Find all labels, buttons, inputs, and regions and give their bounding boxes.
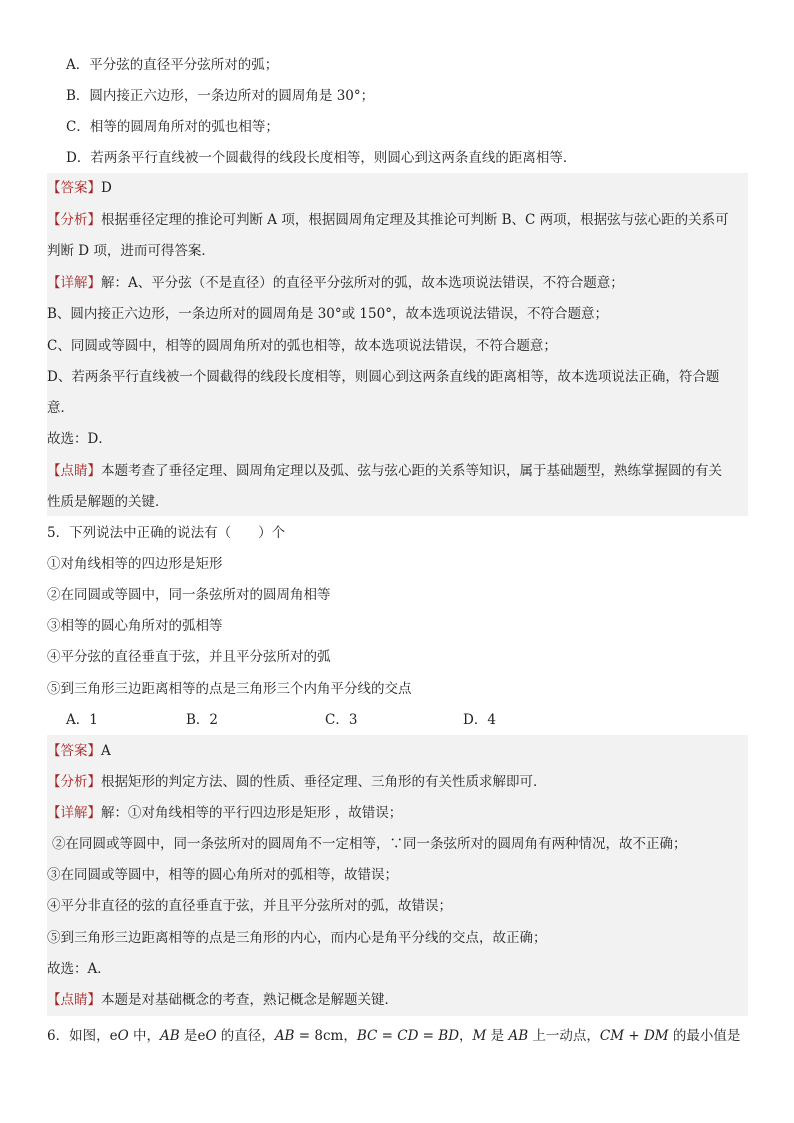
q4-detail-line4: D、若两条平行直线被一个圆截得的线段长度相等，则圆心到这两条直线的距离相等，故本选项说法正确，符合题	[47, 369, 720, 385]
q4-option-c: C．相等的圆周角所对的弧也相等；	[66, 119, 279, 135]
answer-tag: 【答案】	[47, 743, 101, 759]
q5-statement-4: ④平分弦的直径垂直于弦，并且平分弦所对的弧	[47, 649, 331, 665]
q5-detail-line3: ③在同圆或等圆中，相等的圆心角所对的弧相等，故错误；	[47, 867, 398, 883]
q6-text-6: ，	[459, 1028, 473, 1044]
q4-detail-line5: 意．	[47, 400, 74, 416]
q6-text-2: 中，	[128, 1028, 160, 1044]
circle-symbol: e	[197, 1028, 206, 1044]
analysis-text: 根据垂径定理的推论可判断 A 项，根据圆周角定理及其推论可判断 B、C 两项，根据弦与弦心距的关系可	[101, 212, 729, 228]
analysis-text: 根据矩形的判定方法、圆的性质、垂径定理、三角形的有关性质求解即可．	[101, 774, 547, 790]
q5-comment	[47, 990, 398, 1010]
q5-detail-line5: ⑤到三角形三边距离相等的点是三角形的内心，而内心是角平分线的交点，故正确；	[47, 930, 547, 946]
q6-text-7: 是	[486, 1028, 509, 1044]
detail-text: 解：A、平分弦（不是直径）的直径平分弦所对的弧，故本选项说法错误，不符合题意；	[101, 275, 624, 291]
q5-option-b: B．2	[186, 712, 219, 728]
q4-option-a: A．平分弦的直径平分弦所对的弧；	[66, 57, 279, 73]
point-m: M	[472, 1028, 487, 1044]
q4-analysis-line2: 判断 D 项，进而可得答案．	[47, 243, 215, 259]
circle-symbol: e	[109, 1028, 118, 1044]
q4-detail-line1	[47, 273, 624, 293]
comment-tag: 【点睛】	[47, 463, 101, 479]
q6-text-3: 是	[179, 1028, 198, 1044]
expression-cm-dm: CM + DM	[599, 1028, 669, 1044]
q6-text-4: 的直径，	[216, 1028, 275, 1044]
q5-option-a: A．1	[66, 712, 98, 728]
q4-comment-line1	[47, 461, 722, 481]
q4-analysis-line1	[47, 210, 729, 230]
segment-ab: AB	[274, 1028, 295, 1044]
q6-text-8: 上一动点，	[528, 1028, 600, 1044]
q5-statement-5: ⑤到三角形三边距离相等的点是三角形三个内角平分线的交点	[47, 681, 412, 697]
q6-text-9: 的最小值是	[668, 1028, 741, 1044]
q5-detail-line2: ②在同圆或等圆中，同一条弦所对的圆周角不一定相等，∵同一条弦所对的圆周角有两种情况，故不正确；	[52, 836, 687, 852]
q5-detail-line4: ④平分非直径的弦的直径垂直于弦，并且平分弦所对的弧，故错误；	[47, 898, 452, 914]
analysis-tag: 【分析】	[47, 774, 101, 790]
q5-options	[66, 710, 666, 730]
q4-option-b: B．圆内接正六边形，一条边所对的圆周角是 30°；	[66, 88, 375, 104]
q5-choose: 故选：A．	[47, 961, 111, 977]
q6-text-5: = 8cm，	[294, 1028, 357, 1044]
q5-statement-3: ③相等的圆心角所对的弧相等	[47, 618, 223, 634]
comment-text: 本题是对基础概念的考查，熟记概念是解题关键．	[101, 992, 398, 1008]
segment-ab: AB	[159, 1028, 180, 1044]
q6-text-1: 6．如图，	[47, 1028, 110, 1044]
answer-value: D	[101, 180, 112, 196]
q4-comment-line2: 性质是解题的关键．	[47, 494, 169, 510]
q5-option-d: D．4	[463, 712, 496, 728]
q5-answer	[47, 741, 111, 761]
q5-statement-1: ①对角线相等的四边形是矩形	[47, 556, 223, 572]
q5-stem: 5．下列说法中正确的说法有（ ）个	[47, 525, 286, 541]
detail-tag: 【详解】	[47, 275, 101, 291]
circle-o: O	[205, 1028, 217, 1044]
q4-answer	[47, 178, 112, 198]
q5-detail-line1	[47, 803, 402, 823]
q4-option-d: D．若两条平行直线被一个圆截得的线段长度相等，则圆心到这两条直线的距离相等．	[66, 150, 577, 166]
q4-choose: 故选：D．	[47, 431, 112, 447]
comment-text: 本题考查了垂径定理、圆周角定理以及弧、弦与弦心距的关系等知识，属于基础题型，熟练掌握圆的有关	[101, 463, 722, 479]
comment-tag: 【点睛】	[47, 992, 101, 1008]
q5-statement-2: ②在同圆或等圆中，同一条弦所对的圆周角相等	[47, 587, 331, 603]
detail-tag: 【详解】	[47, 805, 101, 821]
q6-stem	[47, 1026, 740, 1046]
answer-tag: 【答案】	[47, 180, 101, 196]
detail-text: 解：①对角线相等的平行四边形是矩形 ，故错误；	[101, 805, 403, 821]
arc-equality: BC = CD = BD	[356, 1028, 460, 1044]
circle-o: O	[117, 1028, 129, 1044]
q4-detail-line2: B、圆内接正六边形，一条边所对的圆周角是 30°或 150°，故本选项说法错误，不符合题意；	[47, 306, 608, 322]
segment-ab: AB	[508, 1028, 529, 1044]
q5-option-c: C．3	[325, 712, 358, 728]
q4-detail-line3: C、同圆或等圆中，相等的圆周角所对的弧也相等，故本选项说法错误，不符合题意；	[47, 338, 557, 354]
answer-value: A	[101, 743, 111, 759]
q5-analysis	[47, 772, 547, 792]
analysis-tag: 【分析】	[47, 212, 101, 228]
